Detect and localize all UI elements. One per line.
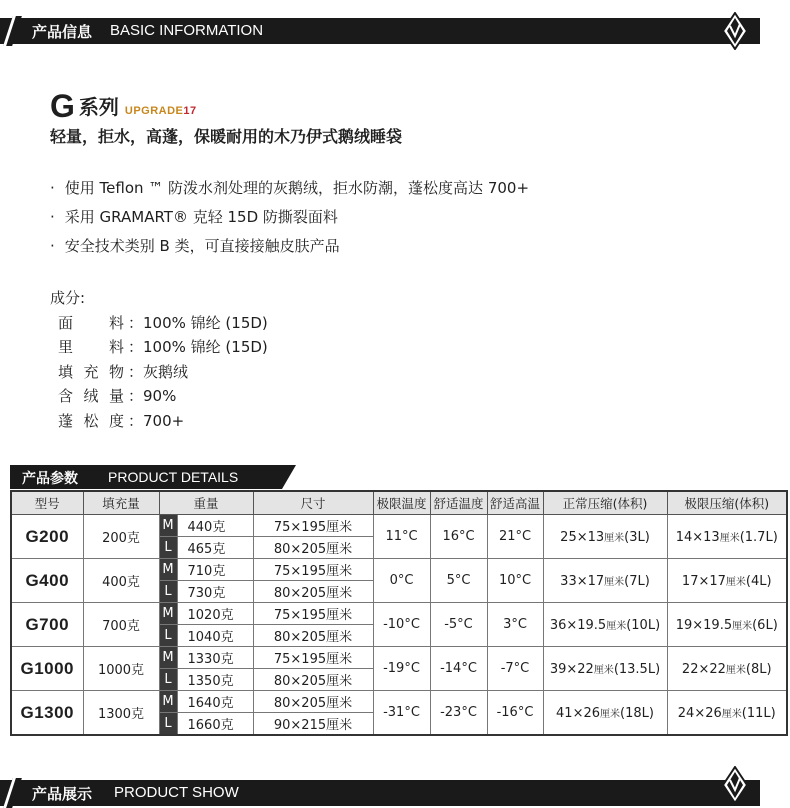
weight-l-cell: 1660克 [177, 713, 253, 736]
composition-label: 含绒量 [58, 387, 124, 405]
normal-volume: (3L) [624, 529, 650, 545]
table-row [11, 603, 787, 625]
composition-row: 填充物 ：灰鹅绒 [50, 360, 268, 385]
extreme-dims: 22×22 [681, 661, 726, 677]
composition-row: 面 料 ：100% 锦纶 (15D) [50, 311, 268, 336]
weight-m-cell: 1330克 [177, 647, 253, 669]
size-l-badge: L [159, 713, 177, 736]
extreme-volume: (6L) [752, 617, 778, 633]
comfort-high-cell: -7°C [487, 647, 543, 691]
upgrade-text: UPGRADE [124, 105, 184, 117]
feature-list [50, 174, 529, 261]
col-header-normal-compression: 正常压缩(体积) [543, 491, 667, 515]
dimension-l-cell: 80×205厘米 [253, 537, 373, 559]
col-header-comfort-high: 舒适高温 [487, 491, 543, 515]
model-cell: G200 [11, 515, 83, 559]
dimension-m-cell: 75×195厘米 [253, 603, 373, 625]
size-m-badge: M [159, 515, 177, 537]
composition-label: 面 料 [58, 313, 124, 332]
unit-label: 厘米 [593, 664, 614, 676]
brand-logo-icon [722, 766, 748, 804]
extreme-compression-cell [667, 559, 787, 603]
product-show-header [0, 780, 760, 806]
extreme-volume: (11L) [741, 705, 776, 721]
fill-cell: 400克 [83, 559, 159, 603]
col-header-weight: 重量 [159, 491, 253, 515]
weight-l-cell: 465克 [177, 537, 253, 559]
feature-text: 安全技术类别 B 类，可直接接触皮肤产品 [64, 237, 340, 255]
composition [50, 286, 268, 433]
size-m-badge: M [159, 647, 177, 669]
composition-value: 灰鹅绒 [143, 362, 189, 381]
composition-row: 蓬松度 ：700+ [50, 409, 268, 434]
extreme-compression-cell [667, 515, 787, 559]
fill-cell: 1300克 [83, 691, 159, 736]
comfort-temp-cell: 16°C [430, 515, 487, 559]
model-cell: G400 [11, 559, 83, 603]
normal-compression-cell [543, 691, 667, 736]
normal-compression-cell [543, 647, 667, 691]
composition-label: 蓬松度 [58, 411, 124, 430]
normal-volume: (13.5L) [613, 661, 661, 677]
model-cell: G1300 [11, 691, 83, 736]
basic-info-title-cn: 产品信息 [32, 23, 93, 41]
weight-m-cell: 1640克 [177, 691, 253, 713]
product-details-header [10, 465, 282, 489]
composition-label: 填充物 [58, 362, 124, 381]
upgrade-badge [125, 105, 197, 117]
col-header-comfort-temp: 舒适温度 [430, 491, 487, 515]
normal-volume: (10L) [626, 617, 661, 633]
normal-compression-cell [543, 559, 667, 603]
dimension-l-cell: 80×205厘米 [253, 581, 373, 603]
composition-title: 成分: [50, 289, 86, 307]
extreme-compression-cell [667, 691, 787, 736]
unit-label: 厘米 [606, 620, 627, 632]
unit-label: 厘米 [721, 708, 742, 720]
product-show-title-en: PRODUCT SHOW [114, 784, 239, 801]
size-m-badge: M [159, 559, 177, 581]
col-header-fill: 填充量 [83, 491, 159, 515]
table-row [11, 647, 787, 669]
dimension-m-cell: 75×195厘米 [253, 515, 373, 537]
unit-label: 厘米 [725, 664, 746, 676]
limit-temp-cell: -19°C [373, 647, 430, 691]
comfort-high-cell: 21°C [487, 515, 543, 559]
size-l-badge: L [159, 537, 177, 559]
extreme-volume: (1.7L) [739, 529, 778, 545]
series-name: 系列 [78, 95, 119, 119]
composition-value: 700+ [143, 411, 185, 430]
composition-value: 100% 锦纶 (15D) [143, 313, 268, 332]
normal-volume: (18L) [620, 705, 654, 721]
unit-label: 厘米 [604, 576, 625, 588]
col-header-limit-temp: 极限温度 [373, 491, 430, 515]
dimension-l-cell: 90×215厘米 [253, 713, 373, 736]
comfort-temp-cell: 5°C [430, 559, 487, 603]
weight-l-cell: 730克 [177, 581, 253, 603]
comfort-high-cell: -16°C [487, 691, 543, 736]
unit-label: 厘米 [725, 576, 746, 588]
table-row [11, 515, 787, 537]
comfort-high-cell: 3°C [487, 603, 543, 647]
unit-label: 厘米 [732, 620, 753, 632]
fill-cell: 700克 [83, 603, 159, 647]
extreme-dims: 17×17 [681, 573, 726, 589]
feature-item: · 采用 GRAMART® 克轻 15D 防撕裂面料 [50, 208, 338, 226]
comfort-high-cell: 10°C [487, 559, 543, 603]
weight-m-cell: 1020克 [177, 603, 253, 625]
brand-logo-icon [722, 12, 748, 50]
extreme-dims: 14×13 [675, 529, 720, 545]
extreme-volume: (4L) [745, 573, 772, 589]
model-cell: G1000 [11, 647, 83, 691]
header-slash [3, 778, 22, 808]
extreme-compression-cell [667, 603, 787, 647]
feature-text: 采用 GRAMART® 克轻 15D 防撕裂面料 [64, 208, 338, 226]
extreme-volume: (8L) [745, 661, 772, 677]
table-header-row [11, 491, 787, 515]
product-details-title-en: PRODUCT DETAILS [108, 469, 239, 485]
dimension-m-cell: 75×195厘米 [253, 559, 373, 581]
product-details-title-cn: 产品参数 [22, 471, 78, 487]
weight-m-cell: 440克 [177, 515, 253, 537]
spec-table [10, 490, 788, 736]
extreme-dims: 24×26 [677, 705, 722, 721]
normal-dims: 36×19.5 [549, 617, 607, 633]
weight-l-cell: 1350克 [177, 669, 253, 691]
unit-label: 厘米 [719, 532, 740, 544]
upgrade-number: 17 [183, 105, 197, 117]
fill-cell: 1000克 [83, 647, 159, 691]
normal-dims: 33×17 [560, 573, 605, 589]
limit-temp-cell: -10°C [373, 603, 430, 647]
fill-cell: 200克 [83, 515, 159, 559]
product-subtitle: 轻量，拒水，高蓬，保暖耐用的木乃伊式鹅绒睡袋 [50, 127, 403, 146]
normal-dims: 39×22 [549, 661, 594, 677]
header-slash [3, 16, 22, 46]
limit-temp-cell: 11°C [373, 515, 430, 559]
table-row [11, 559, 787, 581]
series-title [50, 88, 197, 125]
basic-info-title-en: BASIC INFORMATION [110, 22, 264, 39]
col-header-extreme-compression: 极限压缩(体积) [667, 491, 787, 515]
col-header-model: 型号 [11, 491, 83, 515]
weight-l-cell: 1040克 [177, 625, 253, 647]
normal-dims: 25×13 [560, 529, 605, 545]
composition-row: 里 料 ：100% 锦纶 (15D) [50, 335, 268, 360]
limit-temp-cell: 0°C [373, 559, 430, 603]
table-row [11, 691, 787, 713]
size-m-badge: M [159, 691, 177, 713]
size-l-badge: L [159, 581, 177, 603]
model-cell: G700 [11, 603, 83, 647]
normal-dims: 41×26 [556, 705, 601, 721]
normal-compression-cell [543, 515, 667, 559]
size-l-badge: L [159, 625, 177, 647]
product-show-title-cn: 产品展示 [32, 785, 93, 803]
composition-label: 里 料 [58, 338, 124, 356]
composition-row: 含绒量 ：90% [50, 384, 268, 409]
dimension-l-cell: 80×205厘米 [253, 669, 373, 691]
basic-info-header [0, 18, 760, 44]
composition-value: 90% [143, 387, 177, 405]
weight-m-cell: 710克 [177, 559, 253, 581]
comfort-temp-cell: -23°C [430, 691, 487, 736]
comfort-temp-cell: -5°C [430, 603, 487, 647]
dimension-m-cell: 75×195厘米 [253, 647, 373, 669]
feature-text: 使用 Teflon ™ 防泼水剂处理的灰鹅绒，拒水防潮，蓬松度高达 700+ [64, 179, 530, 197]
extreme-dims: 19×19.5 [675, 617, 733, 633]
feature-item: · 使用 Teflon ™ 防泼水剂处理的灰鹅绒，拒水防潮，蓬松度高达 700+ [50, 179, 530, 197]
comfort-temp-cell: -14°C [430, 647, 487, 691]
size-l-badge: L [159, 669, 177, 691]
limit-temp-cell: -31°C [373, 691, 430, 736]
dimension-m-cell: 80×205厘米 [253, 691, 373, 713]
size-m-badge: M [159, 603, 177, 625]
feature-item: · 安全技术类别 B 类，可直接接触皮肤产品 [50, 237, 340, 255]
unit-label: 厘米 [604, 532, 625, 544]
dimension-l-cell: 80×205厘米 [253, 625, 373, 647]
composition-value: 100% 锦纶 (15D) [143, 338, 268, 356]
col-header-size: 尺寸 [253, 491, 373, 515]
unit-label: 厘米 [600, 708, 621, 720]
normal-compression-cell [543, 603, 667, 647]
extreme-compression-cell [667, 647, 787, 691]
series-letter: G [50, 88, 75, 124]
normal-volume: (7L) [624, 573, 650, 589]
